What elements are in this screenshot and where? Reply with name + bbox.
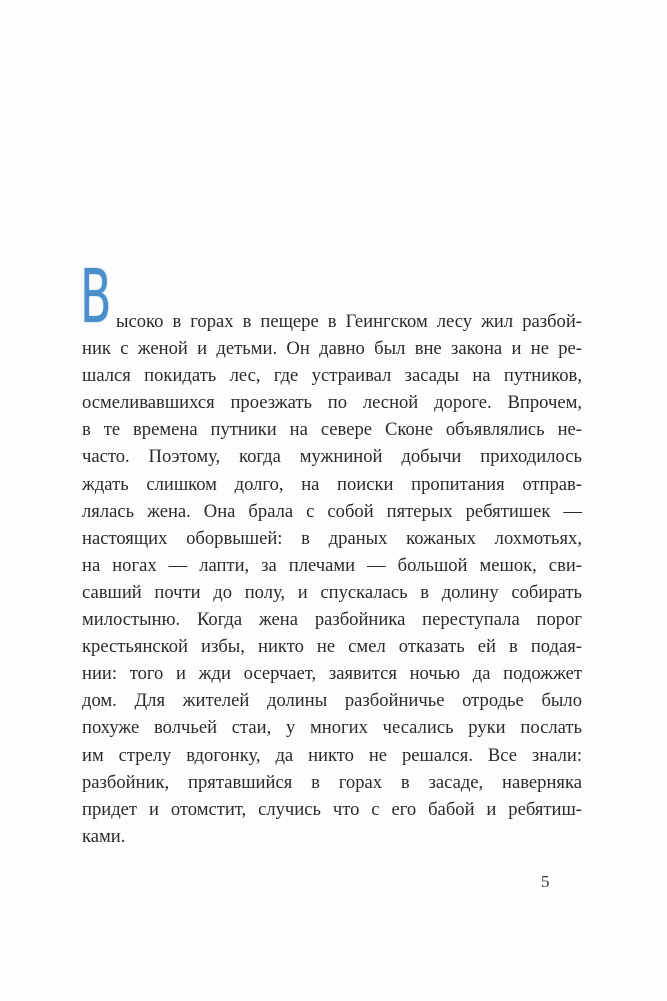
- text-line: часто. Поэтому, когда мужниной добычи приходилось: [82, 446, 582, 468]
- text-line: осмеливавшихся проезжать по лесной дороге. Впрочем,: [82, 392, 582, 414]
- text-line: дом. Для жителей долины разбойничье отродье было: [82, 690, 582, 712]
- text-line: ждать слишком долго, на поиски пропитания отправ-: [82, 473, 582, 495]
- page-number: 5: [541, 872, 550, 891]
- body-paragraph: [82, 308, 582, 850]
- text-line: похуже волчьей стаи, у многих чесались руки послать: [82, 717, 582, 739]
- text-line: ками.: [82, 825, 126, 847]
- text-line: ысоко в горах в пещере в Геингском лесу жил разбой-: [116, 311, 582, 332]
- text-line: крестьянской избы, никто не смел отказать ей в подая-: [82, 636, 582, 658]
- text-line: ник с женой и детьми. Он давно был вне закона и не ре-: [82, 338, 582, 360]
- text-line: в те времена путники на севере Сконе объявлялись не-: [82, 419, 582, 441]
- text-line: нии: того и жди осерчает, заявится ночью да подожжет: [82, 663, 582, 685]
- text-line: на ногах — лапти, за плечами — большой мешок, сви-: [82, 554, 582, 576]
- text-line: им стрелу вдогонку, да никто не решался. Все знали:: [82, 744, 582, 766]
- text-line: савший почти до полу, и спускалась в долину собирать: [82, 581, 582, 603]
- text-line: шался покидать лес, где устраивал засады на путников,: [82, 365, 582, 387]
- text-line: лялась жена. Она брала с собой пятерых ребятишек —: [82, 500, 582, 522]
- text-line: придет и отомстит, случись что с его бабой и ребятиш-: [82, 798, 582, 820]
- text-line: милостыню. Когда жена разбойника переступала порог: [82, 609, 582, 631]
- text-line: разбойник, прятавшийся в горах в засаде, наверняка: [82, 771, 582, 793]
- drop-cap-letter: В: [80, 254, 112, 340]
- text-line: настоящих оборвышей: в драных кожаных лохмотьях,: [82, 527, 582, 549]
